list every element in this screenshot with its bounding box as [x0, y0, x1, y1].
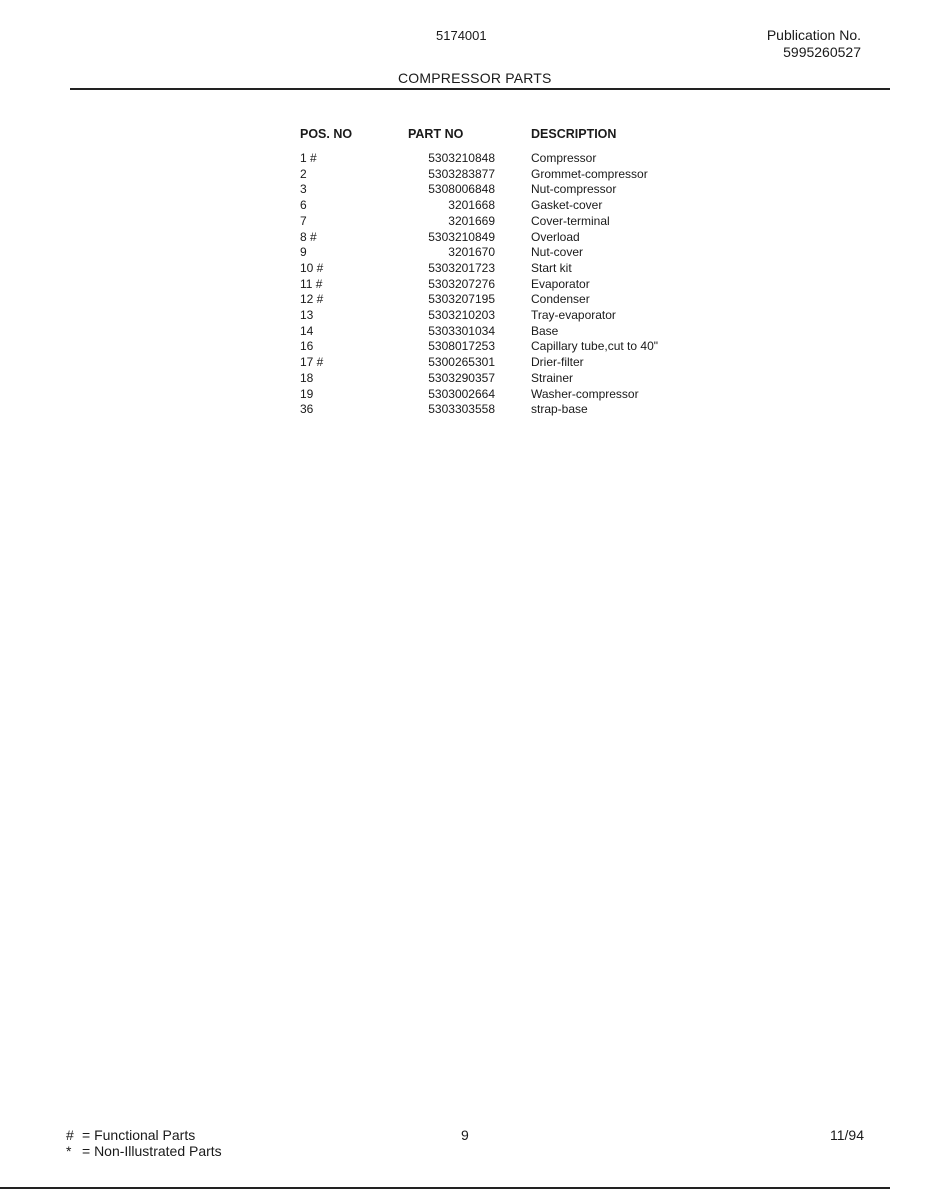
description-cell: Nut-cover	[531, 245, 584, 260]
model-number: 5174001	[436, 28, 487, 43]
pos-cell: 18	[300, 370, 314, 385]
pos-cell: 1 #	[300, 151, 317, 165]
table-row	[300, 308, 731, 324]
part-number-cell: 5303301034	[428, 323, 495, 338]
table-row	[300, 245, 731, 261]
description-cell: Overload	[531, 229, 580, 244]
part-number-cell: 3201669	[448, 213, 495, 228]
description-cell: Tray-evaporator	[531, 308, 616, 323]
part-number-cell: 3201668	[448, 198, 495, 213]
description-cell: Base	[531, 323, 559, 338]
description-cell: Compressor	[531, 151, 597, 165]
table-row	[300, 230, 731, 246]
description-cell: Condenser	[531, 292, 590, 307]
description-cell: Strainer	[531, 370, 574, 385]
part-number-cell: 5303002664	[428, 386, 495, 401]
description-cell: Nut-compressor	[531, 182, 617, 197]
part-number-cell: 5303290357	[428, 370, 495, 385]
table-row	[300, 339, 731, 355]
header-divider	[70, 88, 890, 90]
pos-cell: 36	[300, 402, 314, 417]
section-title: COMPRESSOR PARTS	[398, 70, 552, 86]
pos-cell: 7	[300, 213, 307, 228]
description-cell: Washer-compressor	[531, 386, 639, 401]
parts-table-body	[300, 151, 731, 418]
legend-symbol: #	[66, 1127, 74, 1143]
pos-cell: 9	[300, 245, 307, 260]
revision-date: 11/94	[830, 1127, 864, 1143]
table-row	[300, 324, 731, 340]
part-number-cell: 5303210848	[428, 151, 495, 165]
description-cell: Gasket-cover	[531, 198, 603, 213]
table-row	[300, 402, 731, 418]
description-cell: Capillary tube,cut to 40"	[531, 339, 658, 354]
part-number-cell: 5303210849	[428, 229, 495, 244]
pos-cell: 2	[300, 166, 307, 181]
part-number-cell: 5303207195	[428, 292, 495, 307]
table-row	[300, 198, 731, 214]
pos-cell: 14	[300, 323, 314, 338]
description-cell: Start kit	[531, 260, 572, 275]
legend-item-non-illustrated	[66, 1143, 222, 1159]
publication-number: 5995260527	[783, 44, 861, 60]
table-row	[300, 387, 731, 403]
page-number: 9	[461, 1127, 469, 1143]
description-cell: Drier-filter	[531, 355, 584, 370]
part-number-cell: 5303207276	[428, 276, 495, 291]
footer-divider	[0, 1187, 890, 1189]
publication-block	[767, 27, 861, 61]
part-number-cell: 5303210203	[428, 308, 495, 323]
pos-cell: 16	[300, 339, 314, 354]
table-header-row	[300, 125, 731, 151]
part-number-cell: 5303303558	[428, 402, 495, 417]
part-number-cell: 3201670	[448, 245, 495, 260]
table-row	[300, 182, 731, 198]
legend-item-functional	[66, 1127, 222, 1143]
part-number-cell: 5303201723	[428, 260, 495, 275]
pos-cell: 8 #	[300, 229, 317, 244]
column-header-description: DESCRIPTION	[531, 127, 617, 141]
table-row	[300, 355, 731, 371]
part-number-cell: 5303283877	[428, 166, 495, 181]
column-header-part: PART NO	[408, 127, 464, 141]
pos-cell: 11 #	[300, 276, 323, 291]
description-cell: Grommet-compressor	[531, 166, 648, 181]
pos-cell: 12 #	[300, 292, 324, 307]
column-header-pos: POS. NO	[300, 127, 353, 141]
publication-label: Publication No.	[766, 27, 861, 43]
pos-cell: 19	[300, 386, 314, 401]
table-row	[300, 371, 731, 387]
legend-text: = Non-Illustrated Parts	[82, 1143, 222, 1159]
parts-table	[300, 125, 731, 418]
pos-cell: 10 #	[300, 260, 324, 275]
description-cell: Evaporator	[531, 276, 590, 291]
table-row	[300, 261, 731, 277]
legend-text: = Functional Parts	[82, 1127, 196, 1143]
pos-cell: 17 #	[300, 355, 324, 370]
table-row	[300, 151, 731, 167]
part-number-cell: 5308017253	[428, 339, 495, 354]
description-cell: strap-base	[531, 402, 588, 417]
table-row	[300, 292, 731, 308]
description-cell: Cover-terminal	[531, 213, 610, 228]
part-number-cell: 5308006848	[428, 182, 495, 197]
table-row	[300, 167, 731, 183]
table-row	[300, 214, 731, 230]
pos-cell: 3	[300, 182, 307, 197]
table-row	[300, 277, 731, 293]
pos-cell: 6	[300, 198, 307, 213]
pos-cell: 13	[300, 308, 314, 323]
legend	[66, 1127, 222, 1159]
legend-symbol: *	[66, 1143, 72, 1159]
part-number-cell: 5300265301	[428, 355, 495, 370]
